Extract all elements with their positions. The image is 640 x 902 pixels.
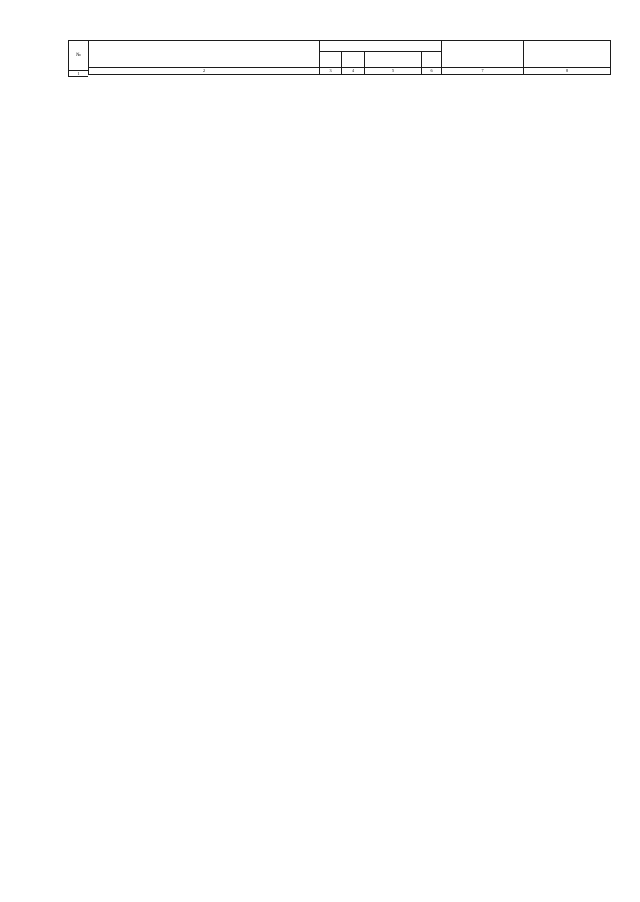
colnum-3: 3 [320,68,342,75]
budget-table [88,40,611,75]
header-codes [320,41,442,52]
colnum-8: 8 [524,68,611,75]
header-year1 [442,41,524,68]
colnum-7: 7 [442,68,524,75]
row-number-column [68,40,88,886]
header-no: № [68,40,88,71]
budget-table-container [88,40,610,886]
header-grbs [320,52,342,68]
colnum-5: 5 [365,68,422,75]
table-header [89,41,611,75]
header-vr [422,52,442,68]
colnum-1: 1 [68,71,88,77]
colnum-2: 2 [89,68,320,75]
header-name [89,41,320,68]
header-rzpr [342,52,365,68]
colnum-6: 6 [422,68,442,75]
header-csr [365,52,422,68]
colnum-4: 4 [342,68,365,75]
header-year2 [524,41,611,68]
